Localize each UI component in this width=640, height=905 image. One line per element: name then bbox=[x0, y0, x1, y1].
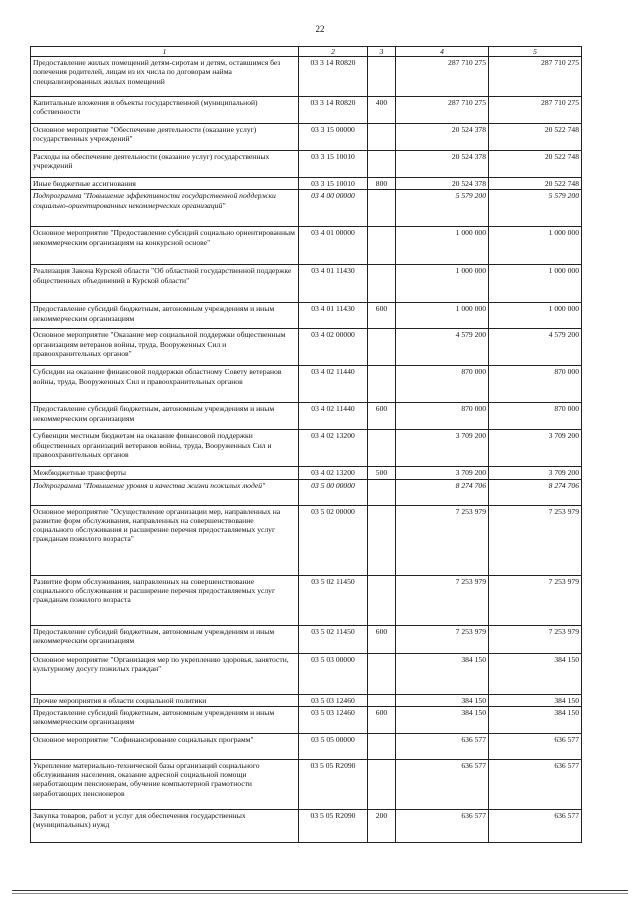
cell-vr bbox=[368, 479, 396, 505]
cell-name: Основное мероприятие "Обеспечение деятельности (оказание услуг) государственных учреждений" bbox=[31, 124, 299, 151]
cell-v1: 870 000 bbox=[396, 403, 489, 430]
cell-vr: 200 bbox=[368, 809, 396, 842]
table-row bbox=[31, 706, 582, 733]
cell-v1: 636 577 bbox=[396, 809, 489, 842]
cell-v1: 1 000 000 bbox=[396, 265, 489, 303]
cell-code: 03 5 02 11450 bbox=[299, 575, 368, 625]
cell-v2: 384 150 bbox=[489, 706, 582, 733]
table-row bbox=[31, 694, 582, 706]
bottom-divider bbox=[12, 890, 628, 891]
cell-vr bbox=[368, 190, 396, 227]
cell-code: 03 4 01 11430 bbox=[299, 303, 368, 329]
cell-vr: 600 bbox=[368, 403, 396, 430]
cell-v2: 1 000 000 bbox=[489, 303, 582, 329]
cell-vr bbox=[368, 694, 396, 706]
cell-code: 03 3 15 10010 bbox=[299, 151, 368, 178]
table-row bbox=[31, 479, 582, 505]
table-row bbox=[31, 97, 582, 124]
cell-vr: 500 bbox=[368, 467, 396, 479]
cell-code: 03 4 02 11440 bbox=[299, 403, 368, 430]
cell-name: Капитальные вложения в объекты государственной (муниципальной) собственности bbox=[31, 97, 299, 124]
cell-v2: 636 577 bbox=[489, 759, 582, 809]
cell-name: Закупка товаров, работ и услуг для обеспечения государственных (муниципальных) нужд bbox=[31, 809, 299, 842]
column-header: 1 bbox=[31, 47, 299, 57]
cell-vr: 600 bbox=[368, 625, 396, 653]
cell-code: 03 5 03 12460 bbox=[299, 706, 368, 733]
cell-code: 03 3 15 10010 bbox=[299, 178, 368, 190]
cell-v2: 384 150 bbox=[489, 653, 582, 694]
cell-v1: 287 710 275 bbox=[396, 97, 489, 124]
cell-name: Основное мероприятие "Софинансирование социальных программ" bbox=[31, 733, 299, 759]
cell-v1: 7 253 979 bbox=[396, 505, 489, 575]
cell-name: Развитие форм обслуживания, направленных на совершенствование социального обслуживания и расширение перечня предоставляемых услуг гражданам пожилого возраста bbox=[31, 575, 299, 625]
cell-vr bbox=[368, 265, 396, 303]
table-row bbox=[31, 430, 582, 467]
cell-vr bbox=[368, 430, 396, 467]
table-row bbox=[31, 733, 582, 759]
cell-vr bbox=[368, 505, 396, 575]
cell-name: Основное мероприятие "Оказание мер социальной поддержки общественным организациям ветеранов войны, труда, Вооруженных Сил и правоохранительных органов" bbox=[31, 329, 299, 366]
cell-name: Предоставление жилых помещений детям-сиротам и детям, оставшимся без попечения родителей, лицам из их числа по договорам найма специализированных жилых помещений bbox=[31, 57, 299, 97]
cell-vr bbox=[368, 366, 396, 403]
cell-v1: 384 150 bbox=[396, 694, 489, 706]
cell-code: 03 4 02 13200 bbox=[299, 467, 368, 479]
cell-v2: 8 274 706 bbox=[489, 479, 582, 505]
table-header-row bbox=[31, 47, 582, 57]
cell-name: Подпрограмма "Повышение уровня и качества жизни пожилых людей" bbox=[31, 479, 299, 505]
cell-v2: 7 253 979 bbox=[489, 625, 582, 653]
table-row bbox=[31, 403, 582, 430]
cell-vr bbox=[368, 57, 396, 97]
cell-v2: 4 579 200 bbox=[489, 329, 582, 366]
cell-v1: 384 150 bbox=[396, 653, 489, 694]
cell-name: Основное мероприятие "Осуществление организации мер, направленных на развитие форм обслуживания, направленных на совершенствование социального обслуживания и расширение перечня предоставляемых услуг гражданам пожилого возраста" bbox=[31, 505, 299, 575]
cell-vr bbox=[368, 124, 396, 151]
cell-v1: 7 253 979 bbox=[396, 575, 489, 625]
table-row bbox=[31, 759, 582, 809]
cell-v2: 20 522 748 bbox=[489, 124, 582, 151]
cell-v2: 870 000 bbox=[489, 366, 582, 403]
table-row bbox=[31, 190, 582, 227]
cell-code: 03 5 03 00000 bbox=[299, 653, 368, 694]
cell-code: 03 5 05 R2090 bbox=[299, 759, 368, 809]
cell-v2: 287 710 275 bbox=[489, 97, 582, 124]
cell-v2: 1 000 000 bbox=[489, 227, 582, 265]
cell-vr: 800 bbox=[368, 178, 396, 190]
cell-v1: 20 524 378 bbox=[396, 124, 489, 151]
cell-v1: 8 274 706 bbox=[396, 479, 489, 505]
cell-vr: 600 bbox=[368, 303, 396, 329]
cell-name: Подпрограмма "Повышение эффективности государственной поддержки социально-ориентированных некоммерческих организаций" bbox=[31, 190, 299, 227]
cell-vr bbox=[368, 759, 396, 809]
cell-code: 03 3 14 R0820 bbox=[299, 97, 368, 124]
table-row bbox=[31, 151, 582, 178]
budget-table bbox=[30, 46, 582, 843]
cell-v1: 1 000 000 bbox=[396, 227, 489, 265]
cell-v1: 5 579 200 bbox=[396, 190, 489, 227]
cell-v1: 287 710 275 bbox=[396, 57, 489, 97]
cell-code: 03 4 02 00000 bbox=[299, 329, 368, 366]
cell-name: Иные бюджетные ассигнования bbox=[31, 178, 299, 190]
cell-name: Предоставление субсидий бюджетным, автономным учреждениям и иным некоммерческим организациям bbox=[31, 706, 299, 733]
cell-v2: 636 577 bbox=[489, 733, 582, 759]
table-row bbox=[31, 124, 582, 151]
table-row bbox=[31, 505, 582, 575]
cell-name: Укрепление материально-технической базы организаций социального обслуживания населения, оказание адресной социальной помощи неработающим пенсионерам, обучение компьютерной грамотности неработающих пенсионеров bbox=[31, 759, 299, 809]
cell-vr bbox=[368, 575, 396, 625]
table-row bbox=[31, 625, 582, 653]
cell-code: 03 5 00 00000 bbox=[299, 479, 368, 505]
cell-name: Основное мероприятие "Организация мер по укреплению здоровья, занятости, культурному досугу пожилых граждан" bbox=[31, 653, 299, 694]
table-row bbox=[31, 303, 582, 329]
table-row bbox=[31, 329, 582, 366]
column-header: 3 bbox=[368, 47, 396, 57]
cell-v2: 20 522 748 bbox=[489, 151, 582, 178]
column-header: 5 bbox=[489, 47, 582, 57]
cell-code: 03 4 02 11440 bbox=[299, 366, 368, 403]
cell-v2: 636 577 bbox=[489, 809, 582, 842]
cell-name: Субсидии на оказание финансовой поддержки областному Совету ветеранов войны, труда, Вооруженных Сил и правоохранительных органов bbox=[31, 366, 299, 403]
cell-name: Расходы на обеспечение деятельности (оказание услуг) государственных учреждений bbox=[31, 151, 299, 178]
cell-vr bbox=[368, 227, 396, 265]
cell-v1: 20 524 378 bbox=[396, 178, 489, 190]
cell-v1: 3 709 200 bbox=[396, 467, 489, 479]
cell-name: Субвенции местным бюджетам на оказание финансовой поддержки общественных организаций ветеранов войны, труда, Вооруженных Сил и правоохранительных органов bbox=[31, 430, 299, 467]
cell-name: Межбюджетные трансферты bbox=[31, 467, 299, 479]
table-row bbox=[31, 467, 582, 479]
cell-code: 03 4 02 13200 bbox=[299, 430, 368, 467]
cell-v2: 7 253 979 bbox=[489, 505, 582, 575]
column-header: 4 bbox=[396, 47, 489, 57]
cell-code: 03 3 14 R0820 bbox=[299, 57, 368, 97]
cell-code: 03 5 05 R2090 bbox=[299, 809, 368, 842]
cell-code: 03 4 01 11430 bbox=[299, 265, 368, 303]
cell-v2: 7 253 979 bbox=[489, 575, 582, 625]
cell-v2: 1 000 000 bbox=[489, 265, 582, 303]
cell-v2: 5 579 200 bbox=[489, 190, 582, 227]
cell-name: Основное мероприятие "Предоставление субсидий социально ориентированным некоммерческим организациям на конкурсной основе" bbox=[31, 227, 299, 265]
cell-v2: 3 709 200 bbox=[489, 467, 582, 479]
cell-vr bbox=[368, 653, 396, 694]
cell-v2: 870 000 bbox=[489, 403, 582, 430]
cell-v1: 7 253 979 bbox=[396, 625, 489, 653]
cell-code: 03 5 03 12460 bbox=[299, 694, 368, 706]
table-row bbox=[31, 366, 582, 403]
table-row bbox=[31, 227, 582, 265]
cell-name: Прочие мероприятия в области социальной политики bbox=[31, 694, 299, 706]
cell-v1: 3 709 200 bbox=[396, 430, 489, 467]
cell-vr bbox=[368, 733, 396, 759]
cell-vr bbox=[368, 329, 396, 366]
cell-code: 03 5 05 00000 bbox=[299, 733, 368, 759]
cell-v2: 20 522 748 bbox=[489, 178, 582, 190]
table-row bbox=[31, 575, 582, 625]
cell-code: 03 3 15 00000 bbox=[299, 124, 368, 151]
table-row bbox=[31, 57, 582, 97]
page-number: 22 bbox=[315, 24, 325, 34]
cell-code: 03 5 02 00000 bbox=[299, 505, 368, 575]
cell-v1: 4 579 200 bbox=[396, 329, 489, 366]
cell-v2: 384 150 bbox=[489, 694, 582, 706]
cell-v1: 384 150 bbox=[396, 706, 489, 733]
cell-vr bbox=[368, 151, 396, 178]
cell-name: Предоставление субсидий бюджетным, автономным учреждениям и иным некоммерческим организациям bbox=[31, 403, 299, 430]
column-header: 2 bbox=[299, 47, 368, 57]
cell-vr: 400 bbox=[368, 97, 396, 124]
cell-name: Предоставление субсидий бюджетным, автономным учреждениям и иным некоммерческим организациям bbox=[31, 303, 299, 329]
table-row bbox=[31, 653, 582, 694]
cell-code: 03 4 01 00000 bbox=[299, 227, 368, 265]
cell-name: Предоставление субсидий бюджетным, автономным учреждениям и иным некоммерческим организациям bbox=[31, 625, 299, 653]
cell-v1: 1 000 000 bbox=[396, 303, 489, 329]
cell-v1: 20 524 378 bbox=[396, 151, 489, 178]
cell-v2: 3 709 200 bbox=[489, 430, 582, 467]
cell-v1: 870 000 bbox=[396, 366, 489, 403]
cell-vr: 600 bbox=[368, 706, 396, 733]
cell-code: 03 4 00 00000 bbox=[299, 190, 368, 227]
cell-name: Реализация Закона Курской области "Об областной государственной поддержке общественных объединений в Курской области" bbox=[31, 265, 299, 303]
table-row bbox=[31, 178, 582, 190]
cell-v2: 287 710 275 bbox=[489, 57, 582, 97]
table-row bbox=[31, 809, 582, 842]
bottom-divider bbox=[12, 893, 628, 894]
cell-v1: 636 577 bbox=[396, 733, 489, 759]
table-row bbox=[31, 265, 582, 303]
cell-code: 03 5 02 11450 bbox=[299, 625, 368, 653]
cell-v1: 636 577 bbox=[396, 759, 489, 809]
